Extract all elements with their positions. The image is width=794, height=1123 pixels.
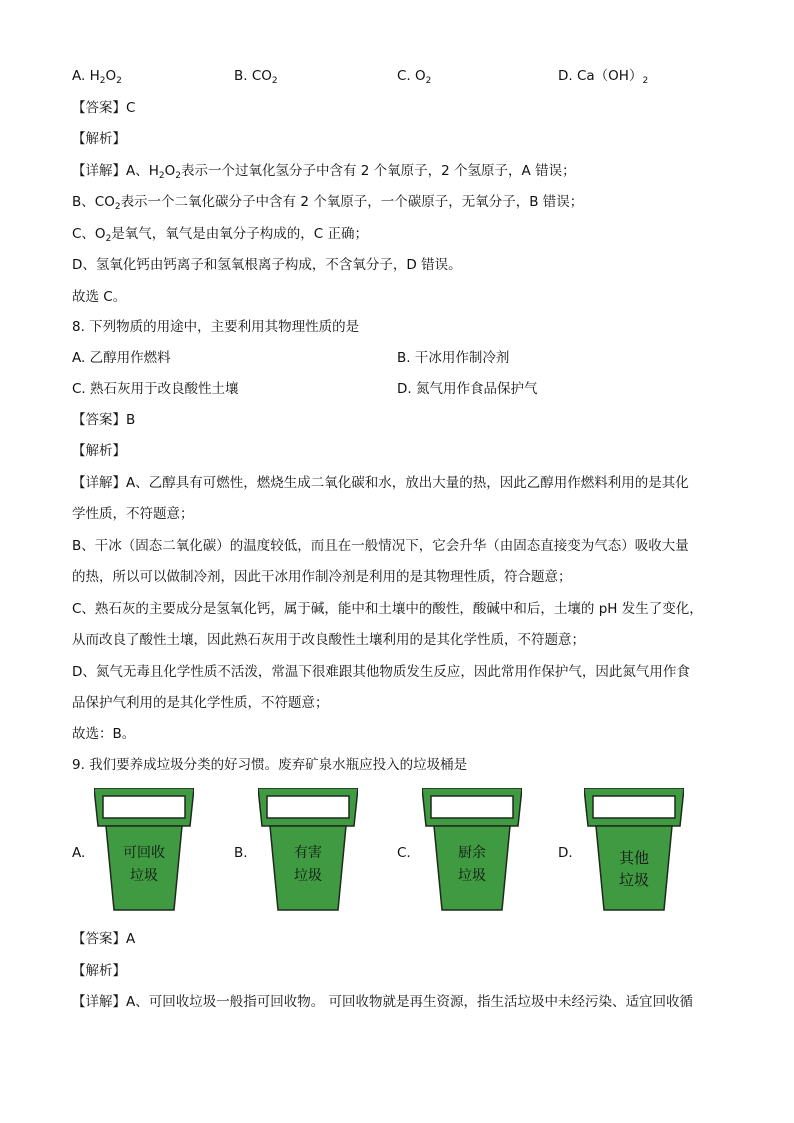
bin-label-line1: 可回收 xyxy=(123,845,165,861)
q8-detail-line: 的热，所以可以做制冷剂，因此干冰用作制冷剂是利用的是其物理性质，符合题意； xyxy=(72,569,572,585)
q8-analysis-label: 【解析】 xyxy=(72,443,126,459)
q8-detail-line: 品保护气利用的是其化学性质，不符题意； xyxy=(72,695,329,711)
bin-label-line2: 垃圾 xyxy=(130,868,158,884)
q7-analysis-label: 【解析】 xyxy=(72,131,126,147)
q7-conclusion: 故选 C。 xyxy=(72,289,127,305)
q8-option-a: A. 乙醇用作燃料 xyxy=(72,350,171,366)
recyclable-bin-image xyxy=(94,788,194,912)
q7-detail-b: B、$CO_2$表示一个二氧化碳分子中含有 2 个氧原子，一个碳原子，无氧分子，B 错误； xyxy=(72,194,584,212)
q9-option-b-letter: B. xyxy=(234,845,248,861)
q8-detail-line: D、氮气无毒且化学性质不活泼，常温下很难跟其他物质发生反应，因此常用作保护气，因此氮气用作食 xyxy=(72,664,690,680)
hazardous-bin-image xyxy=(258,788,358,912)
q8-answer: 【答案】B xyxy=(72,412,136,428)
q8-option-c: C. 熟石灰用于改良酸性土壤 xyxy=(72,381,239,397)
q8-conclusion: 故选：B。 xyxy=(72,726,136,742)
q8-detail-line: 从而改良了酸性土壤，因此熟石灰用于改良酸性土壤利用的是其化学性质，不符题意； xyxy=(72,632,585,648)
bin-label-line1: 有害 xyxy=(294,845,322,861)
q9-detail-line: 【详解】A、可回收垃圾一般指可回收物。 可回收物就是再生资源，指生活垃圾中未经污染、适宜回收循 xyxy=(72,994,694,1010)
q8-detail-line: C、熟石灰的主要成分是氢氧化钙，属于碱，能中和土壤中的酸性，酸碱中和后，土壤的 pH 发生了变化， xyxy=(72,601,703,617)
q7-answer: 【答案】C xyxy=(72,100,136,116)
q7-option-d: D. $Ca(OH)_2$ xyxy=(558,68,649,86)
q8-options-row-1 xyxy=(72,348,732,368)
kitchen-waste-bin-image xyxy=(422,788,522,912)
q8-detail-line: 【详解】A、乙醇具有可燃性，燃烧生成二氧化碳和水，放出大量的热，因此乙醇用作燃料利用的是其化 xyxy=(72,475,689,491)
q9-stem: 9. 我们要养成垃圾分类的好习惯。废弃矿泉水瓶应投入的垃圾桶是 xyxy=(72,757,468,773)
q8-detail-line: B、干冰（固态二氧化碳）的温度较低，而且在一般情况下，它会升华（由固态直接变为气态）吸收大量 xyxy=(72,538,689,554)
q8-options-row-2 xyxy=(72,379,732,399)
q9-analysis-label: 【解析】 xyxy=(72,963,126,979)
q7-detail-d: D、氢氧化钙由钙离子和氢氧根离子构成，不含氧分子，D 错误。 xyxy=(72,257,462,273)
q7-option-b: B. $CO_2$ xyxy=(234,68,278,86)
bin-label-line2: 垃圾 xyxy=(618,871,650,889)
q8-option-b: B. 干冰用作制冷剂 xyxy=(397,350,510,366)
q7-option-a: A. $H_2O_2$ xyxy=(72,68,122,86)
q8-option-d: D. 氮气用作食品保护气 xyxy=(397,381,538,397)
bin-label-line2: 垃圾 xyxy=(294,868,322,884)
q7-option-c: C. $O_2$ xyxy=(397,68,432,86)
q8-detail-line: 学性质，不符题意； xyxy=(72,506,194,522)
q7-detail-a: 【详解】A、$H_2O_2$表示一个过氧化氢分子中含有 2 个氧原子，2 个氢原子，A 错误； xyxy=(72,163,576,181)
q9-answer: 【答案】A xyxy=(72,931,136,947)
q9-option-c-letter: C. xyxy=(397,845,411,861)
bin-label-line2: 垃圾 xyxy=(458,868,486,884)
bin-label-line1: 厨余 xyxy=(458,845,486,861)
q7-detail-c: C、$O_2$是氧气，氧气是由氧分子构成的，C 正确； xyxy=(72,226,369,244)
other-waste-bin-image xyxy=(584,788,684,912)
q9-option-a-letter: A. xyxy=(72,845,86,861)
q8-stem: 8. 下列物质的用途中，主要利用其物理性质的是 xyxy=(72,319,360,335)
q9-option-d-letter: D. xyxy=(558,845,573,861)
bin-label-line1: 其他 xyxy=(618,849,650,867)
q7-options-row xyxy=(72,66,732,86)
